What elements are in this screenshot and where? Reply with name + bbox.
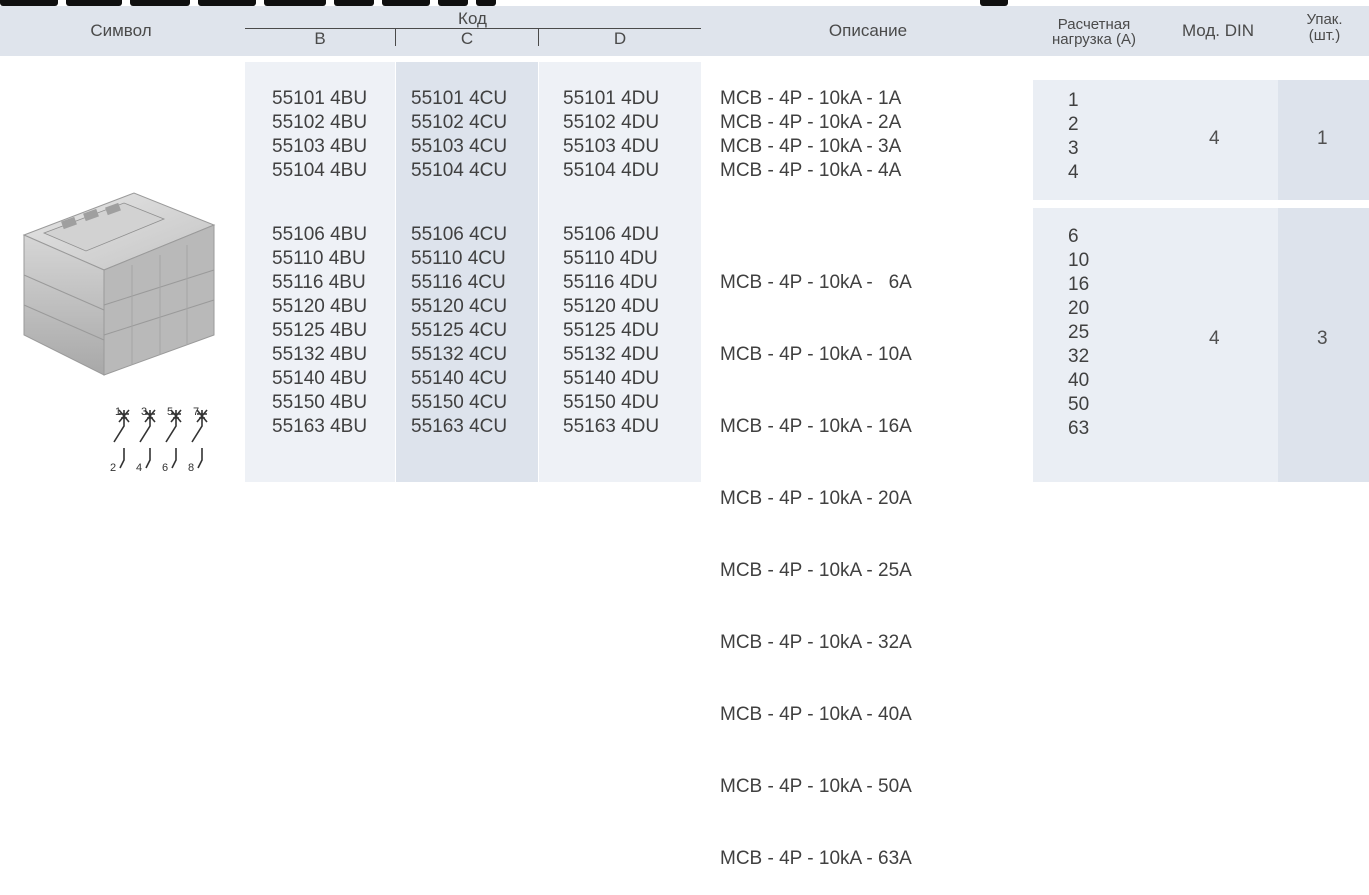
table-cell: 55140 4CU xyxy=(411,368,508,389)
table-cell: 55120 4DU xyxy=(563,296,660,317)
table-cell: 20 xyxy=(1068,298,1090,319)
table-cell: 55140 4BU xyxy=(272,368,368,389)
table-cell: 55110 4DU xyxy=(563,248,658,269)
header-cd-divider xyxy=(538,28,539,46)
table-cell: 55132 4CU xyxy=(411,344,508,365)
load-group2-background xyxy=(1033,208,1156,482)
breaker-product-image xyxy=(4,175,222,385)
table-cell: 55125 4BU xyxy=(272,320,368,341)
table-cell: 55103 4CU xyxy=(411,136,508,157)
table-cell: 40 xyxy=(1068,370,1090,391)
terminal-label: 4 xyxy=(136,462,143,474)
table-cell: 3 xyxy=(1068,138,1079,159)
table-cell: 55116 4DU xyxy=(563,272,658,293)
table-cell: 55103 4DU xyxy=(563,136,660,157)
table-cell: MCB - 4P - 10kA - 1A xyxy=(720,88,902,109)
table-cell: 55101 4CU xyxy=(411,88,508,109)
group1-description xyxy=(720,87,901,183)
group1-load xyxy=(1068,89,1079,185)
table-cell: 55120 4BU xyxy=(272,296,368,317)
table-cell: MCB - 4P - 10kA - 50A xyxy=(720,776,912,797)
group2-code-d xyxy=(563,223,659,439)
group2-code-c xyxy=(411,223,507,439)
table-cell: 55125 4DU xyxy=(563,320,660,341)
table-cell: 55163 4CU xyxy=(411,416,508,437)
table-cell: 25 xyxy=(1068,322,1090,343)
table-cell: MCB - 4P - 10kA - 4A xyxy=(720,160,902,181)
table-cell: 55116 4CU xyxy=(411,272,506,293)
table-cell: 55140 4DU xyxy=(563,368,660,389)
header-code-divider xyxy=(245,28,701,29)
group2-code-b xyxy=(272,223,367,439)
table-cell: 55104 4DU xyxy=(563,160,660,181)
terminal-label: 2 xyxy=(110,462,117,474)
table-cell: 55132 4DU xyxy=(563,344,660,365)
group2-din-value: 4 xyxy=(1209,328,1220,349)
group1-din-value: 4 xyxy=(1209,128,1220,149)
table-cell: 55104 4CU xyxy=(411,160,508,181)
group1-code-c xyxy=(411,87,507,183)
table-cell: MCB - 4P - 10kA - 6A xyxy=(720,272,912,293)
table-cell: 55116 4BU xyxy=(272,272,366,293)
table-cell: 55101 4DU xyxy=(563,88,660,109)
table-cell: MCB - 4P - 10kA - 40A xyxy=(720,704,912,725)
table-cell: 1 xyxy=(1068,90,1079,111)
terminal-label: 6 xyxy=(162,462,169,474)
table-cell: 32 xyxy=(1068,346,1090,367)
header-din: Мод. DIN xyxy=(1181,21,1255,40)
table-cell: 55106 4CU xyxy=(411,224,508,245)
header-bc-divider xyxy=(395,28,396,46)
table-cell: 55110 4BU xyxy=(272,248,366,269)
table-cell: 10 xyxy=(1068,250,1090,271)
terminal-label: 5 xyxy=(167,406,174,418)
table-cell: 55106 4BU xyxy=(272,224,368,245)
group1-code-b xyxy=(272,87,367,183)
group2-pack-value: 3 xyxy=(1317,328,1328,349)
table-cell: MCB - 4P - 10kA - 63A xyxy=(720,848,912,869)
table-cell: 6 xyxy=(1068,226,1079,247)
header-load-line2: нагрузка (А) xyxy=(1051,31,1137,48)
table-cell: 55150 4DU xyxy=(563,392,660,413)
terminal-label: 8 xyxy=(188,462,195,474)
table-cell: 55132 4BU xyxy=(272,344,368,365)
table-cell: 55163 4DU xyxy=(563,416,660,437)
group2-description xyxy=(720,223,912,895)
table-cell: MCB - 4P - 10kA - 2A xyxy=(720,112,902,133)
table-cell: 55102 4CU xyxy=(411,112,508,133)
table-cell: 55103 4BU xyxy=(272,136,368,157)
table-header xyxy=(0,6,1369,56)
table-cell: 55120 4CU xyxy=(411,296,508,317)
table-cell: MCB - 4P - 10kA - 3A xyxy=(720,136,902,157)
table-cell: 55104 4BU xyxy=(272,160,368,181)
table-cell: 55150 4CU xyxy=(411,392,508,413)
header-load-line1: Расчетная xyxy=(1057,16,1131,33)
table-cell: 55102 4DU xyxy=(563,112,660,133)
load-group1-background xyxy=(1033,80,1156,200)
group2-load xyxy=(1068,225,1089,441)
table-cell: 55163 4BU xyxy=(272,416,368,437)
group1-code-d xyxy=(563,87,659,183)
terminal-label: 1 xyxy=(115,406,122,418)
table-cell: 55101 4BU xyxy=(272,88,368,109)
header-pack-line2: (шт.) xyxy=(1308,27,1341,44)
table-cell: MCB - 4P - 10kA - 32A xyxy=(720,632,912,653)
table-cell: MCB - 4P - 10kA - 10A xyxy=(720,344,912,365)
table-cell: 55106 4DU xyxy=(563,224,660,245)
header-symbol: Символ xyxy=(90,21,152,40)
table-cell: 4 xyxy=(1068,162,1079,183)
header-code-c: C xyxy=(460,29,474,48)
terminal-label: 3 xyxy=(141,406,148,418)
header-code: Код xyxy=(458,9,487,28)
group1-pack-value: 1 xyxy=(1317,128,1328,149)
table-cell: 55102 4BU xyxy=(272,112,368,133)
table-cell: MCB - 4P - 10kA - 25A xyxy=(720,560,912,581)
table-cell: MCB - 4P - 10kA - 20A xyxy=(720,488,912,509)
table-cell: 63 xyxy=(1068,418,1090,439)
terminal-label: 7 xyxy=(193,406,200,418)
header-code-d: D xyxy=(613,29,627,48)
header-code-b: B xyxy=(314,29,326,48)
table-cell: 55150 4BU xyxy=(272,392,368,413)
table-cell: 55110 4CU xyxy=(411,248,506,269)
schematic-labels xyxy=(108,404,220,480)
table-cell: 2 xyxy=(1068,114,1079,135)
header-pack-line1: Упак. xyxy=(1306,11,1343,28)
table-cell: 50 xyxy=(1068,394,1090,415)
table-cell: 16 xyxy=(1068,274,1090,295)
table-cell: 55125 4CU xyxy=(411,320,508,341)
header-description: Описание xyxy=(828,21,908,40)
table-cell: MCB - 4P - 10kA - 16A xyxy=(720,416,912,437)
